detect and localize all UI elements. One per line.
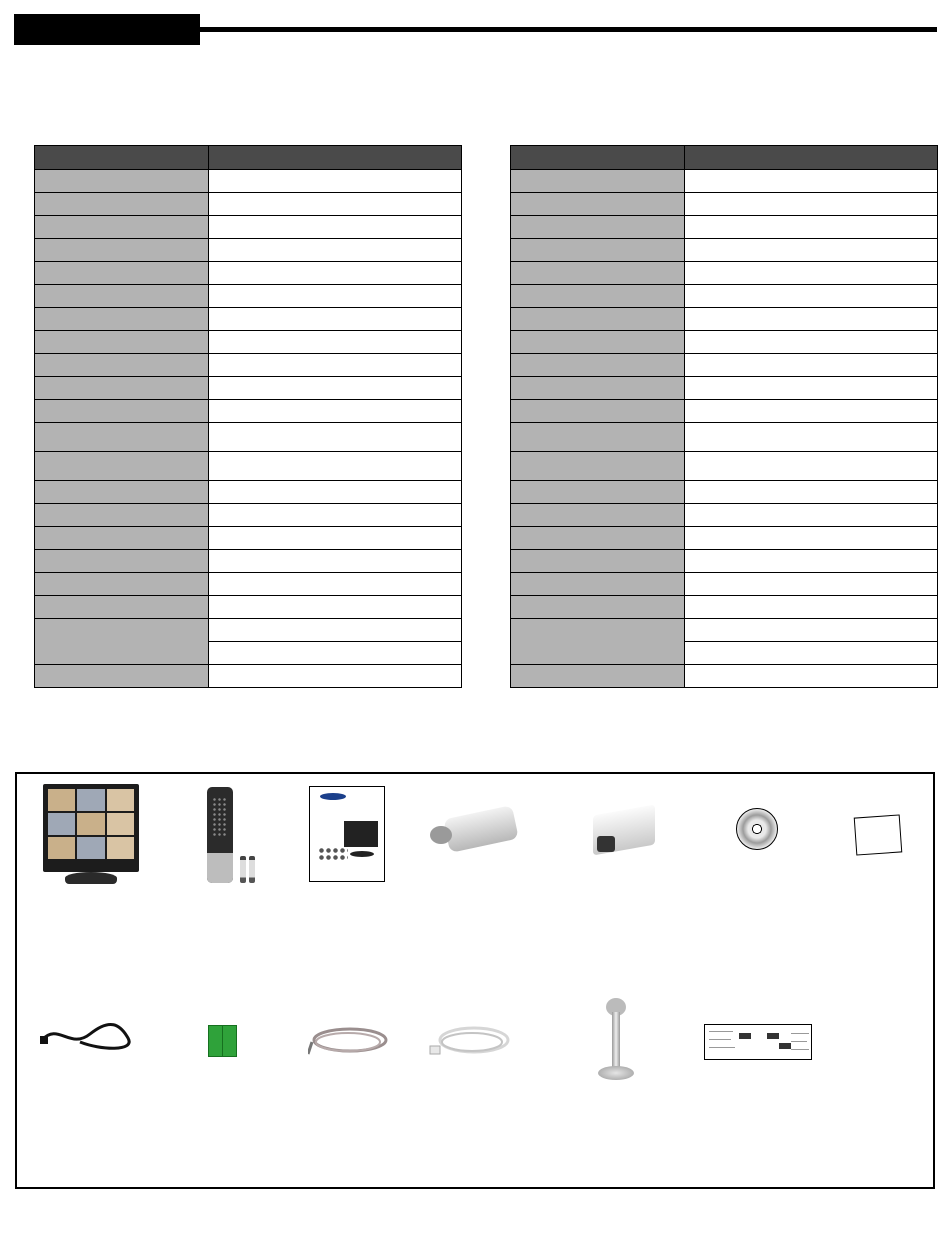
spec-value-cell [209, 642, 462, 665]
spec-row [35, 331, 462, 354]
spec-label-cell [35, 527, 209, 550]
spec-value-cell [685, 239, 938, 262]
spec-value-cell [685, 170, 938, 193]
spec-label-cell [35, 285, 209, 308]
spec-label-cell [511, 354, 685, 377]
spec-row [35, 308, 462, 331]
network-cable-icon [428, 1022, 512, 1058]
spec-row [511, 285, 938, 308]
spec-row [511, 423, 938, 452]
terminal-block-icon [208, 1025, 236, 1063]
spec-value-cell [685, 619, 938, 642]
spec-row [35, 239, 462, 262]
spec-row [511, 262, 938, 285]
battery-icon [249, 856, 255, 883]
spec-row [35, 400, 462, 423]
spec-row [511, 481, 938, 504]
spec-label-cell [35, 481, 209, 504]
spec-label-cell [35, 331, 209, 354]
bullet-camera-icon [430, 808, 518, 852]
camera-cable-icon [308, 1024, 390, 1058]
spec-value-cell [685, 527, 938, 550]
spec-row [35, 619, 462, 642]
spec-row [35, 573, 462, 596]
spec-value-cell [685, 423, 938, 452]
spec-row [511, 665, 938, 688]
spec-label-cell [511, 452, 685, 481]
section-title-bar [14, 14, 200, 45]
spec-value-cell [685, 285, 938, 308]
spec-value-cell [685, 400, 938, 423]
spec-label-cell [511, 665, 685, 688]
spec-label-cell [511, 423, 685, 452]
battery-icon [240, 856, 246, 883]
spec-row [35, 596, 462, 619]
spec-value-cell [209, 354, 462, 377]
spec-value-cell [209, 331, 462, 354]
camera-mount-icon [596, 996, 636, 1084]
spec-value-cell [209, 527, 462, 550]
spec-row [35, 452, 462, 481]
spec-label-cell [511, 170, 685, 193]
spec-row [35, 262, 462, 285]
spec-row [511, 308, 938, 331]
spec-value-cell [685, 665, 938, 688]
spec-header-label [511, 146, 685, 170]
spec-label-cell [511, 504, 685, 527]
spec-value-cell [209, 193, 462, 216]
spec-value-cell [209, 400, 462, 423]
spec-row [35, 216, 462, 239]
spec-label-cell [35, 619, 209, 665]
spec-value-cell [209, 481, 462, 504]
spec-label-cell [35, 504, 209, 527]
spec-value-cell [209, 377, 462, 400]
remote-control-icon [207, 787, 233, 883]
spec-value-cell [209, 619, 462, 642]
spec-row [35, 550, 462, 573]
spec-value-cell [209, 452, 462, 481]
spec-row [35, 377, 462, 400]
spec-value-cell [685, 308, 938, 331]
user-manual-icon [309, 786, 385, 882]
spec-row [511, 239, 938, 262]
spec-label-cell [511, 285, 685, 308]
spec-value-cell [685, 193, 938, 216]
spec-value-cell [685, 452, 938, 481]
spec-label-cell [35, 550, 209, 573]
spec-value-cell [209, 665, 462, 688]
spec-row [511, 193, 938, 216]
spec-label-cell [511, 216, 685, 239]
spec-row [35, 527, 462, 550]
spec-row [511, 619, 938, 642]
spec-header-label [35, 146, 209, 170]
spec-row [511, 573, 938, 596]
spec-value-cell [685, 262, 938, 285]
spec-value-cell [685, 596, 938, 619]
spec-row [511, 170, 938, 193]
spec-row [511, 331, 938, 354]
spec-value-cell [209, 285, 462, 308]
spec-label-cell [35, 400, 209, 423]
spec-header-value [685, 146, 938, 170]
box-camera-icon [587, 806, 657, 862]
spec-value-cell [685, 573, 938, 596]
spec-label-cell [35, 665, 209, 688]
spec-value-cell [209, 596, 462, 619]
spec-row [511, 550, 938, 573]
spec-label-cell [511, 400, 685, 423]
spec-value-cell [685, 504, 938, 527]
spec-value-cell [685, 331, 938, 354]
spec-label-cell [35, 262, 209, 285]
power-cord-icon [40, 1020, 132, 1052]
spec-label-cell [511, 331, 685, 354]
spec-label-cell [511, 481, 685, 504]
spec-header-value [209, 146, 462, 170]
spec-value-cell [685, 354, 938, 377]
spec-row [35, 193, 462, 216]
spec-row [511, 527, 938, 550]
spec-row [511, 504, 938, 527]
spec-row [511, 452, 938, 481]
spec-value-cell [685, 550, 938, 573]
spec-label-cell [35, 216, 209, 239]
spec-value-cell [209, 308, 462, 331]
spec-value-cell [209, 423, 462, 452]
spec-value-cell [209, 573, 462, 596]
spec-label-cell [511, 596, 685, 619]
card-icon [854, 814, 903, 855]
spec-label-cell [35, 239, 209, 262]
header-rule [200, 27, 937, 32]
spec-label-cell [35, 573, 209, 596]
spec-value-cell [209, 262, 462, 285]
spec-label-cell [511, 527, 685, 550]
spec-row [35, 481, 462, 504]
spec-label-cell [511, 193, 685, 216]
cd-disc-icon [736, 808, 778, 850]
spec-label-cell [35, 423, 209, 452]
spec-row [35, 170, 462, 193]
spec-value-cell [685, 377, 938, 400]
spec-row [511, 216, 938, 239]
spec-row [35, 354, 462, 377]
spec-row [35, 423, 462, 452]
spec-label-cell [35, 193, 209, 216]
spec-table-right [510, 145, 938, 688]
spec-label-cell [35, 354, 209, 377]
spec-label-cell [511, 262, 685, 285]
spec-value-cell [685, 481, 938, 504]
spec-label-cell [35, 377, 209, 400]
spec-label-cell [35, 596, 209, 619]
spec-value-cell [209, 550, 462, 573]
monitor-icon [43, 784, 139, 886]
spec-table-left [34, 145, 462, 688]
spec-row [511, 354, 938, 377]
spec-label-cell [511, 573, 685, 596]
spec-label-cell [511, 619, 685, 665]
spec-label-cell [511, 308, 685, 331]
quick-guide-icon [704, 1024, 812, 1060]
spec-value-cell [685, 642, 938, 665]
spec-label-cell [511, 377, 685, 400]
spec-row [35, 285, 462, 308]
spec-value-cell [209, 239, 462, 262]
spec-row [35, 504, 462, 527]
spec-label-cell [511, 550, 685, 573]
spec-value-cell [685, 216, 938, 239]
spec-value-cell [209, 504, 462, 527]
spec-label-cell [35, 452, 209, 481]
spec-row [35, 665, 462, 688]
spec-row [511, 596, 938, 619]
spec-label-cell [35, 170, 209, 193]
spec-label-cell [35, 308, 209, 331]
spec-row [511, 377, 938, 400]
spec-value-cell [209, 216, 462, 239]
spec-label-cell [511, 239, 685, 262]
spec-row [511, 400, 938, 423]
spec-value-cell [209, 170, 462, 193]
